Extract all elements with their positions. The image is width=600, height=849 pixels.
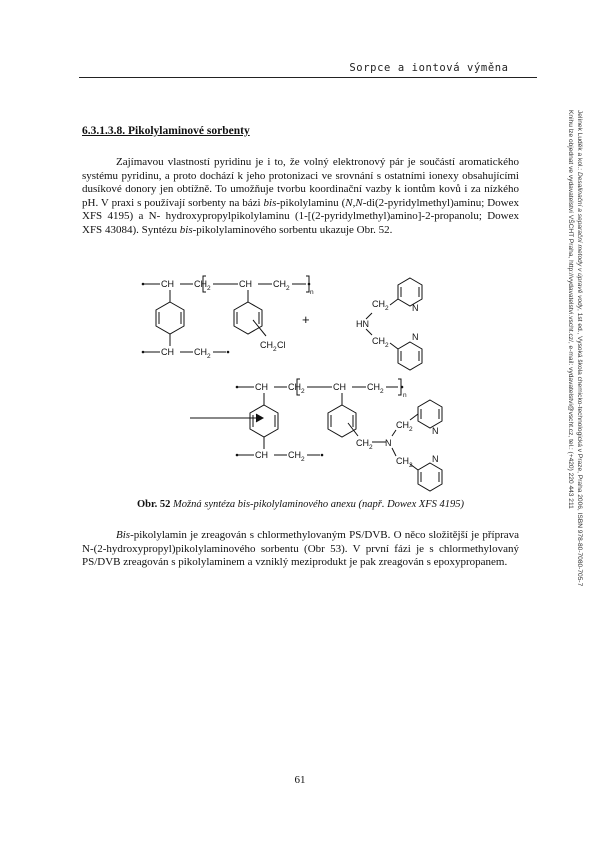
p-ch2-sub-3: 2 bbox=[301, 456, 305, 463]
p-ch2-sub: 2 bbox=[301, 388, 305, 395]
p1-line-7c: -pikolylaminového sorbentu ukazuje Obr. 52. bbox=[192, 223, 393, 236]
paragraph-2 bbox=[82, 529, 519, 570]
paragraph-1 bbox=[82, 156, 519, 238]
p-pyr-n-label: N bbox=[432, 426, 439, 436]
running-header: Sorpce a iontová výměna bbox=[349, 62, 509, 74]
p1-italic-bis: bis bbox=[263, 196, 277, 209]
p-ch2-label-2: CH bbox=[367, 382, 380, 392]
p2-line-1b: -pikolylamin je zreagován s chlormethylovaným PS/DVB. O něco složitější je bbox=[130, 529, 480, 541]
r1-ch2cl-sub: 2 bbox=[273, 346, 277, 353]
p-ch2n-label: CH bbox=[356, 438, 369, 448]
page-number: 61 bbox=[294, 774, 306, 786]
reagent-hn-label: HN bbox=[356, 319, 369, 329]
reagent-ch2-sub-2: 2 bbox=[385, 342, 389, 349]
p1-line-3: s ostatními ionexy obsahujícími dusíkové donory jen obtížně. To umožňuje tvorbu bbox=[82, 169, 519, 196]
p-ch2-label: CH bbox=[288, 382, 301, 392]
p1-italic-bis-2: bis bbox=[179, 223, 193, 236]
plus-sign: + bbox=[302, 312, 310, 327]
p2-line-4: zreagován s epoxypropanem. bbox=[378, 556, 508, 569]
p1-line-5d: -di(2-pyridylmethyl)aminu; Dowex XFS 4195) a N- bbox=[82, 196, 519, 223]
r1-cl-label: Cl bbox=[277, 340, 286, 350]
p1-line-1: Zajímavou vlastností pyridinu je i to, že volný elektronový pár je součástí bbox=[116, 156, 456, 168]
p2-line-3: s chlormethylovaný PS/DVB zreagován s pikolylaminem a vzniklý meziprodukt je pak bbox=[82, 542, 519, 569]
figure-caption bbox=[82, 499, 519, 510]
p-ch2-lower-label: CH bbox=[396, 456, 409, 466]
p1-line-4: koordinační vazby k iontům kovů i za nízkého pH. V praxi s používají sorbenty na bázi bbox=[82, 183, 520, 209]
side-citation bbox=[566, 110, 583, 710]
r1-ch2-label: CH bbox=[194, 279, 207, 289]
p2-line-2: příprava N-(2-hydroxypropyl)pikolylaminového sorbentu (Obr 53). V první fázi je bbox=[82, 529, 519, 555]
p1-line-6: hydroxypropylpikolylaminu (1-[(2-pyridylmethyl)amino]-2-propanolu; Dowex XFS bbox=[82, 210, 520, 236]
p-pyr-n-label-2: N bbox=[432, 454, 439, 464]
section-heading: 6.3.1.3.8. Pikolylaminové sorbenty bbox=[82, 125, 250, 137]
caption-text: Možná syntéza bis-pikolylaminového anexu (např. Dowex XFS 4195) bbox=[173, 499, 465, 510]
header-rule bbox=[79, 77, 537, 78]
p2-italic-bis: Bis bbox=[116, 529, 131, 541]
side-citation-line-1 bbox=[574, 110, 583, 710]
p-amine-n-label: N bbox=[385, 438, 392, 448]
r1-ch2-sub: 2 bbox=[207, 285, 211, 292]
p1-italic-nn: N,N bbox=[345, 196, 363, 209]
p-ch2-upper-sub: 2 bbox=[409, 426, 413, 433]
r1-ch2-label-2: CH bbox=[273, 279, 286, 289]
r1-ch2-sub-3: 2 bbox=[207, 353, 211, 360]
reagent-ch2-label: CH bbox=[372, 299, 385, 309]
r1-ch2-label-3: CH bbox=[194, 347, 207, 357]
r1-ch2-sub-2: 2 bbox=[286, 285, 290, 292]
r1-ch-label-3: CH bbox=[161, 347, 174, 357]
side-citation-title: Desalinační a separační metody v úpravě vody bbox=[576, 171, 583, 310]
r1-ch-label-2: CH bbox=[239, 279, 252, 289]
r1-ch-label: CH bbox=[161, 279, 174, 289]
p-ch2-lower-sub: 2 bbox=[409, 462, 413, 469]
reagent-ch2-label-2: CH bbox=[372, 336, 385, 346]
side-citation-publisher: , 1st ed., Vysoká škola chemicko-technologická v Praze, Praha 2006, ISBN 978-80-7080-705-7 bbox=[576, 309, 583, 587]
caption-label: Obr. 52 bbox=[136, 499, 171, 510]
p1-line-2: aromatického systému pyridinu, a proto dochází k jeho protonizaci ve srovnání bbox=[82, 156, 519, 182]
p-n-sub: n bbox=[403, 392, 407, 399]
reagent-ch2-sub: 2 bbox=[385, 305, 389, 312]
p-ch-label-2: CH bbox=[333, 382, 346, 392]
p-ch-label-3: CH bbox=[255, 450, 268, 460]
p1-line-5b: -pikolylaminu ( bbox=[276, 196, 346, 209]
side-citation-authors: Jelínek Luděk a kol.: bbox=[576, 110, 583, 172]
side-citation-line-2: Knihu lze objednat ve vydavatelství VŠCHT Praha, http://vydavatelstvi.vscht.cz/, e-mail: vydavatelstvi@vscht.cz, tel.: (+420) 220 443 211 bbox=[567, 110, 575, 509]
synthesis-scheme bbox=[120, 258, 480, 498]
r1-n-sub: n bbox=[310, 289, 314, 296]
p-ch2-upper-label: CH bbox=[396, 420, 409, 430]
p1-line-7a: 43084). Syntézu bbox=[104, 223, 180, 236]
reagent-n-label-2: N bbox=[412, 332, 419, 342]
r1-ch2cl-label: CH bbox=[260, 340, 273, 350]
p-ch2-sub-2: 2 bbox=[380, 388, 384, 395]
p-ch2n-sub: 2 bbox=[369, 444, 373, 451]
reagent-n-label: N bbox=[412, 303, 419, 313]
p-ch2-label-3: CH bbox=[288, 450, 301, 460]
p-ch-label: CH bbox=[255, 382, 268, 392]
